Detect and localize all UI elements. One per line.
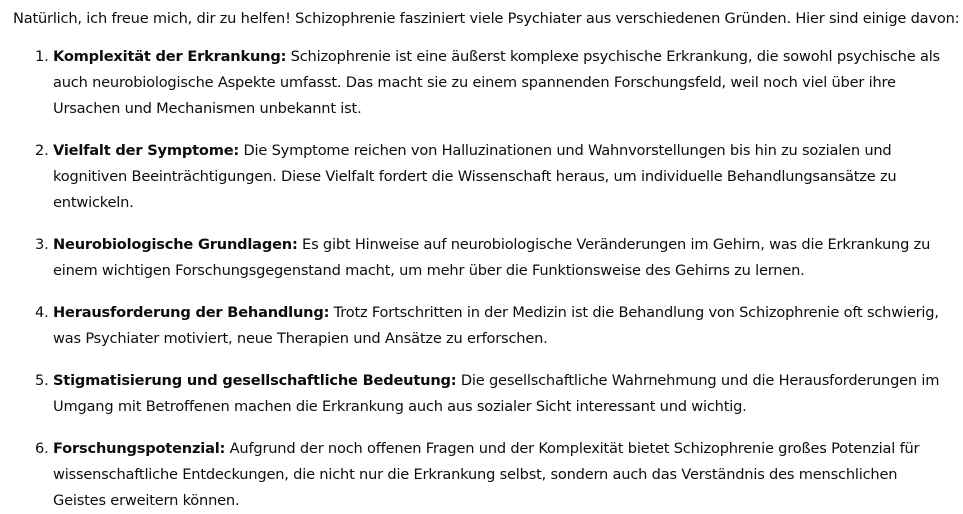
list-item-number: 2.	[35, 142, 49, 159]
list-item	[13, 138, 950, 216]
list-item-number: 4.	[35, 304, 49, 321]
list-item	[13, 44, 950, 122]
list-item-number: 3.	[35, 236, 49, 253]
list-item-number: 1.	[35, 48, 49, 65]
list-item	[13, 368, 950, 420]
list-item	[13, 232, 950, 284]
list-item-heading: Herausforderung der Behandlung:	[53, 304, 330, 321]
intro-text: Natürlich, ich freue mich, dir zu helfen! Schizophrenie fasziniert viele Psychiater aus verschiedenen Gründen. Hier sind einige davon:	[13, 10, 960, 27]
list-item-text: Aufgrund der noch offenen Fragen und der Komplexität bietet Schizophrenie großes Potenzial für wissenschaftliche Entdeckungen, die nicht nur die Erkrankung selbst, sondern auch das Verständnis des menschlichen Geistes erweitern können.	[53, 440, 920, 509]
list-item	[13, 436, 950, 514]
list-item-heading: Forschungspotenzial:	[53, 440, 226, 457]
list-item-text: Schizophrenie ist eine äußerst komplexe psychische Erkrankung, die sowohl psychische als auch neurobiologische Aspekte umfasst. Das macht sie zu einem spannenden Forschungsfeld, weil noch viel über ihre Ursachen und Mechanismen unbekannt ist.	[53, 48, 940, 117]
list-item-number: 5.	[35, 372, 49, 389]
list-item	[13, 300, 950, 352]
list-item-heading: Stigmatisierung und gesellschaftliche Bedeutung:	[53, 372, 457, 389]
list-item-text: Trotz Fortschritten in der Medizin ist die Behandlung von Schizophrenie oft schwierig, was Psychiater motiviert, neue Therapien und Ansätze zu erforschen.	[53, 304, 939, 347]
list-item-text: Die gesellschaftliche Wahrnehmung und die Herausforderungen im Umgang mit Betroffenen machen die Erkrankung auch aus sozialer Sicht interessant und wichtig.	[53, 372, 940, 415]
list-item-heading: Komplexität der Erkrankung:	[53, 48, 287, 65]
list-item-heading: Vielfalt der Symptome:	[53, 142, 240, 159]
list-item-text: Die Symptome reichen von Halluzinationen und Wahnvorstellungen bis hin zu sozialen und kognitiven Beeinträchtigungen. Diese Vielfalt fordert die Wissenschaft heraus, um individuelle Behandlungsansätze zu entwickeln.	[53, 142, 897, 211]
list-item-text: Es gibt Hinweise auf neurobiologische Veränderungen im Gehirn, was die Erkrankung zu einem wichtigen Forschungsgegenstand macht, um mehr über die Funktionsweise des Gehirns zu lernen.	[53, 236, 931, 279]
list-item-heading: Neurobiologische Grundlagen:	[53, 236, 298, 253]
reasons-list	[13, 44, 950, 514]
list-item-number: 6.	[35, 440, 49, 457]
